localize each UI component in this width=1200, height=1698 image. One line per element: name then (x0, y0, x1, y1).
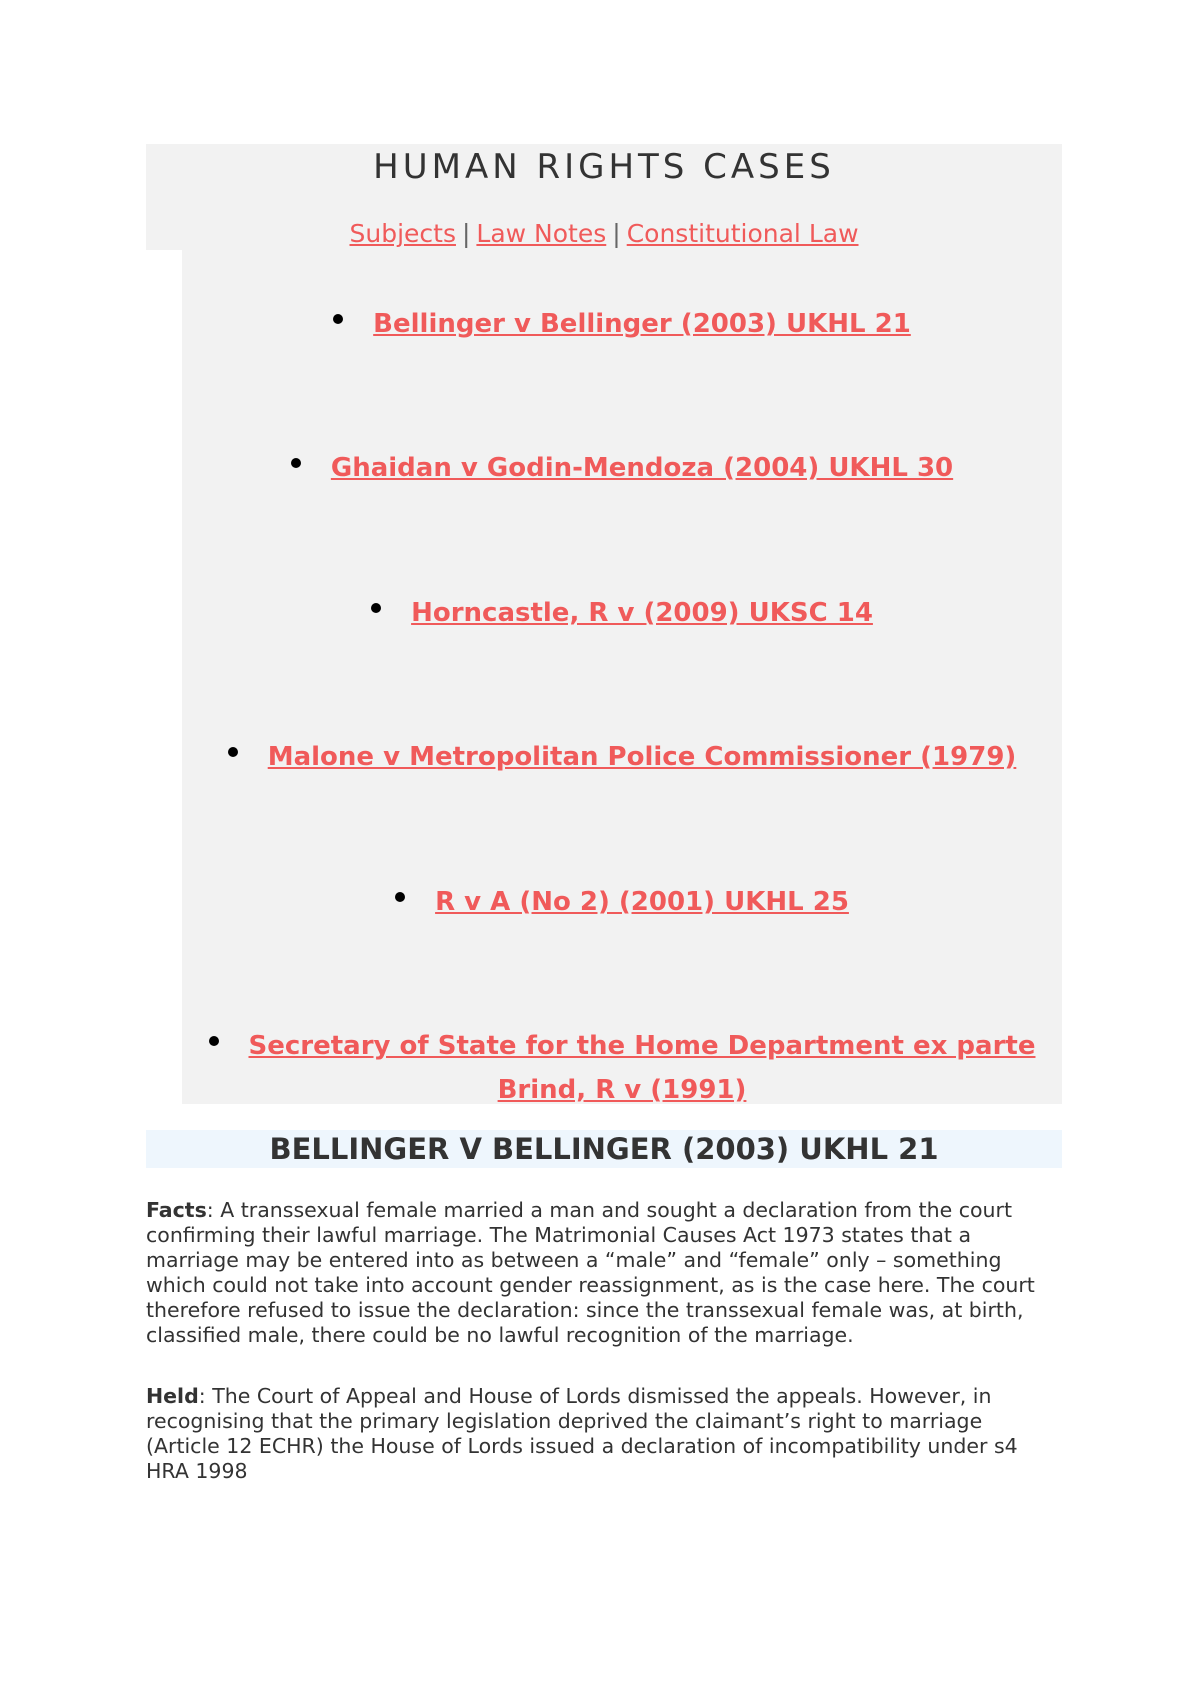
case-link-brind-line2: Brind, R v (1991) (497, 1075, 747, 1105)
case-list-item (182, 591, 1062, 635)
case-link-ghaidan[interactable]: Ghaidan v Godin-Mendoza (2004) UKHL 30 (330, 453, 954, 483)
breadcrumb-law-notes-link[interactable]: Law Notes (476, 219, 607, 248)
case-list-item (182, 446, 1062, 490)
facts-paragraph (146, 1198, 1062, 1348)
case-list-item (182, 1024, 1062, 1112)
held-text: : The Court of Appeal and House of Lords dismissed the appeals. However, in recognising that the primary legislation deprived the claimant’s right to marriage (Article 12 ECHR) the House of Lords issued a declaration of incompatibility under s4 HRA 1998 (146, 1384, 1018, 1483)
case-link-r-v-a[interactable]: R v A (No 2) (2001) UKHL 25 (435, 887, 849, 917)
case-link-bellinger[interactable]: Bellinger v Bellinger (2003) UKHL 21 (373, 309, 911, 339)
case-list-panel (182, 250, 1062, 1104)
case-link-brind[interactable] (249, 1031, 1036, 1105)
case-list-item (182, 880, 1062, 924)
case-list-item (182, 302, 1062, 346)
page-title: HUMAN RIGHTS CASES (373, 147, 835, 187)
breadcrumb-subjects-link[interactable]: Subjects (349, 219, 456, 248)
bullet-icon (209, 1036, 219, 1046)
facts-text: : A transsexual female married a man and sought a declaration from the court confirming their lawful marriage. The Matrimonial Causes Act 1973 states that a marriage may be entered into as between a “male” and “female” only – something which could not take into account gender reassignment, as is the case here. The court therefore refused to issue the declaration: since the transsexual female was, at birth, classified male, there could be no lawful recognition of the marriage. (146, 1198, 1035, 1347)
bullet-icon (228, 747, 238, 757)
case-link-horncastle[interactable]: Horncastle, R v (2009) UKSC 14 (411, 598, 873, 628)
bullet-icon (371, 603, 381, 613)
bullet-icon (291, 458, 301, 468)
facts-label: Facts (146, 1198, 207, 1222)
case-link-brind-line1: Secretary of State for the Home Department ex parte (248, 1031, 1036, 1061)
breadcrumb-separator: | (612, 219, 621, 248)
breadcrumb (146, 216, 1062, 252)
breadcrumb-constitutional-law-link[interactable]: Constitutional Law (626, 219, 859, 248)
held-label: Held (146, 1384, 199, 1408)
section-heading: BELLINGER V BELLINGER (2003) UKHL 21 (269, 1132, 939, 1166)
case-link-malone[interactable]: Malone v Metropolitan Police Commissioner (1979) (267, 742, 1017, 772)
bullet-icon (395, 892, 405, 902)
case-list-item (182, 735, 1062, 779)
bullet-icon (333, 314, 343, 324)
held-paragraph (146, 1384, 1062, 1484)
breadcrumb-separator: | (461, 219, 471, 248)
